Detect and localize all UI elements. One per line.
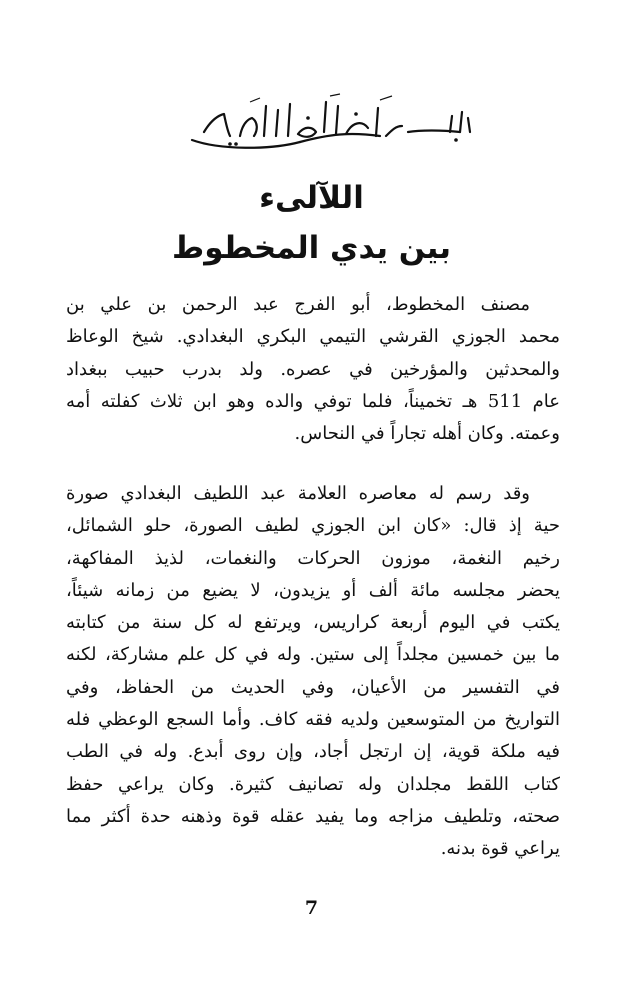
paragraph-2-line: وقد رسم له معاصره العلامة عبد اللطيف البغدادي صورة [66, 483, 530, 504]
paragraph-1-line: والمحدثين والمؤرخين في عصره. ولد بدرب حبيب ببغداد [66, 358, 560, 380]
basmala-calligraphy-image [180, 92, 480, 160]
paragraph-2-line: حية إذ قال: «كان ابن الجوزي لطيف الصورة، حلو الشمائل، [66, 515, 560, 537]
paragraph-2-line: رخيم النغمة، موزون الحركات والنغمات، لذيذ المفاكهة، [66, 547, 560, 569]
basmala-calligraphy [180, 92, 480, 160]
paragraph-2-line: صحته، وتلطيف مزاجه وما يفيد عقله قوة وذهنه حدة أكثر مما [66, 805, 560, 827]
paragraph-2-line: يحضر مجلسه مائة ألف أو يزيدون، لا يضيع من زمانه شيئاً، [66, 579, 560, 601]
paragraph-2 [66, 478, 560, 866]
paragraph-2-line: التواريخ من المتوسعين ولديه فقه كاف. وأما السجع الوعظي فله [66, 709, 560, 731]
paragraph-2-line: في التفسير من الأعيان، وفي الحديث من الحفاظ، وفي [66, 676, 560, 698]
paragraph-2-line: ما بين خمسين مجلداً إلى ستين. وله في كل علم مشاركة، لكنه [66, 644, 560, 666]
paragraph-2-line: يراعي قوة بدنه. [440, 838, 560, 860]
paragraph-1-line: وعمته. وكان أهله تجاراً في النحاس. [294, 423, 560, 445]
paragraph-1-line: محمد الجوزي القرشي التيمي البكري البغدادي. شيخ الوعاظ [66, 326, 560, 348]
chapter-title [60, 176, 563, 270]
paragraph-2-line: فيه ملكة قوية، إن ارتجل أجاد، وإن روى أبدع. وله في الطب [66, 741, 560, 763]
paragraph-1-line: عام 511 هـ تخميناً، فلما توفي والده وهو ابن ثلاث كفلته أمه [66, 390, 560, 412]
page-number: 7 [304, 897, 319, 919]
chapter-title-line-2: بين يدي المخطوط [172, 230, 451, 266]
paragraph-2-line: كتاب اللقط مجلدان وله تصانيف كثيرة. وكان يراعي حفظ [66, 773, 560, 795]
chapter-title-line-1: اللآلىء [259, 180, 364, 216]
paragraph-2-line: يكتب في اليوم أربعة كراريس، ويرتفع له كل سنة من كتابته [66, 612, 560, 634]
paragraph-1 [66, 289, 560, 450]
paragraph-1-line: مصنف المخطوط، أبو الفرج عبد الرحمن بن علي بن [66, 294, 530, 315]
